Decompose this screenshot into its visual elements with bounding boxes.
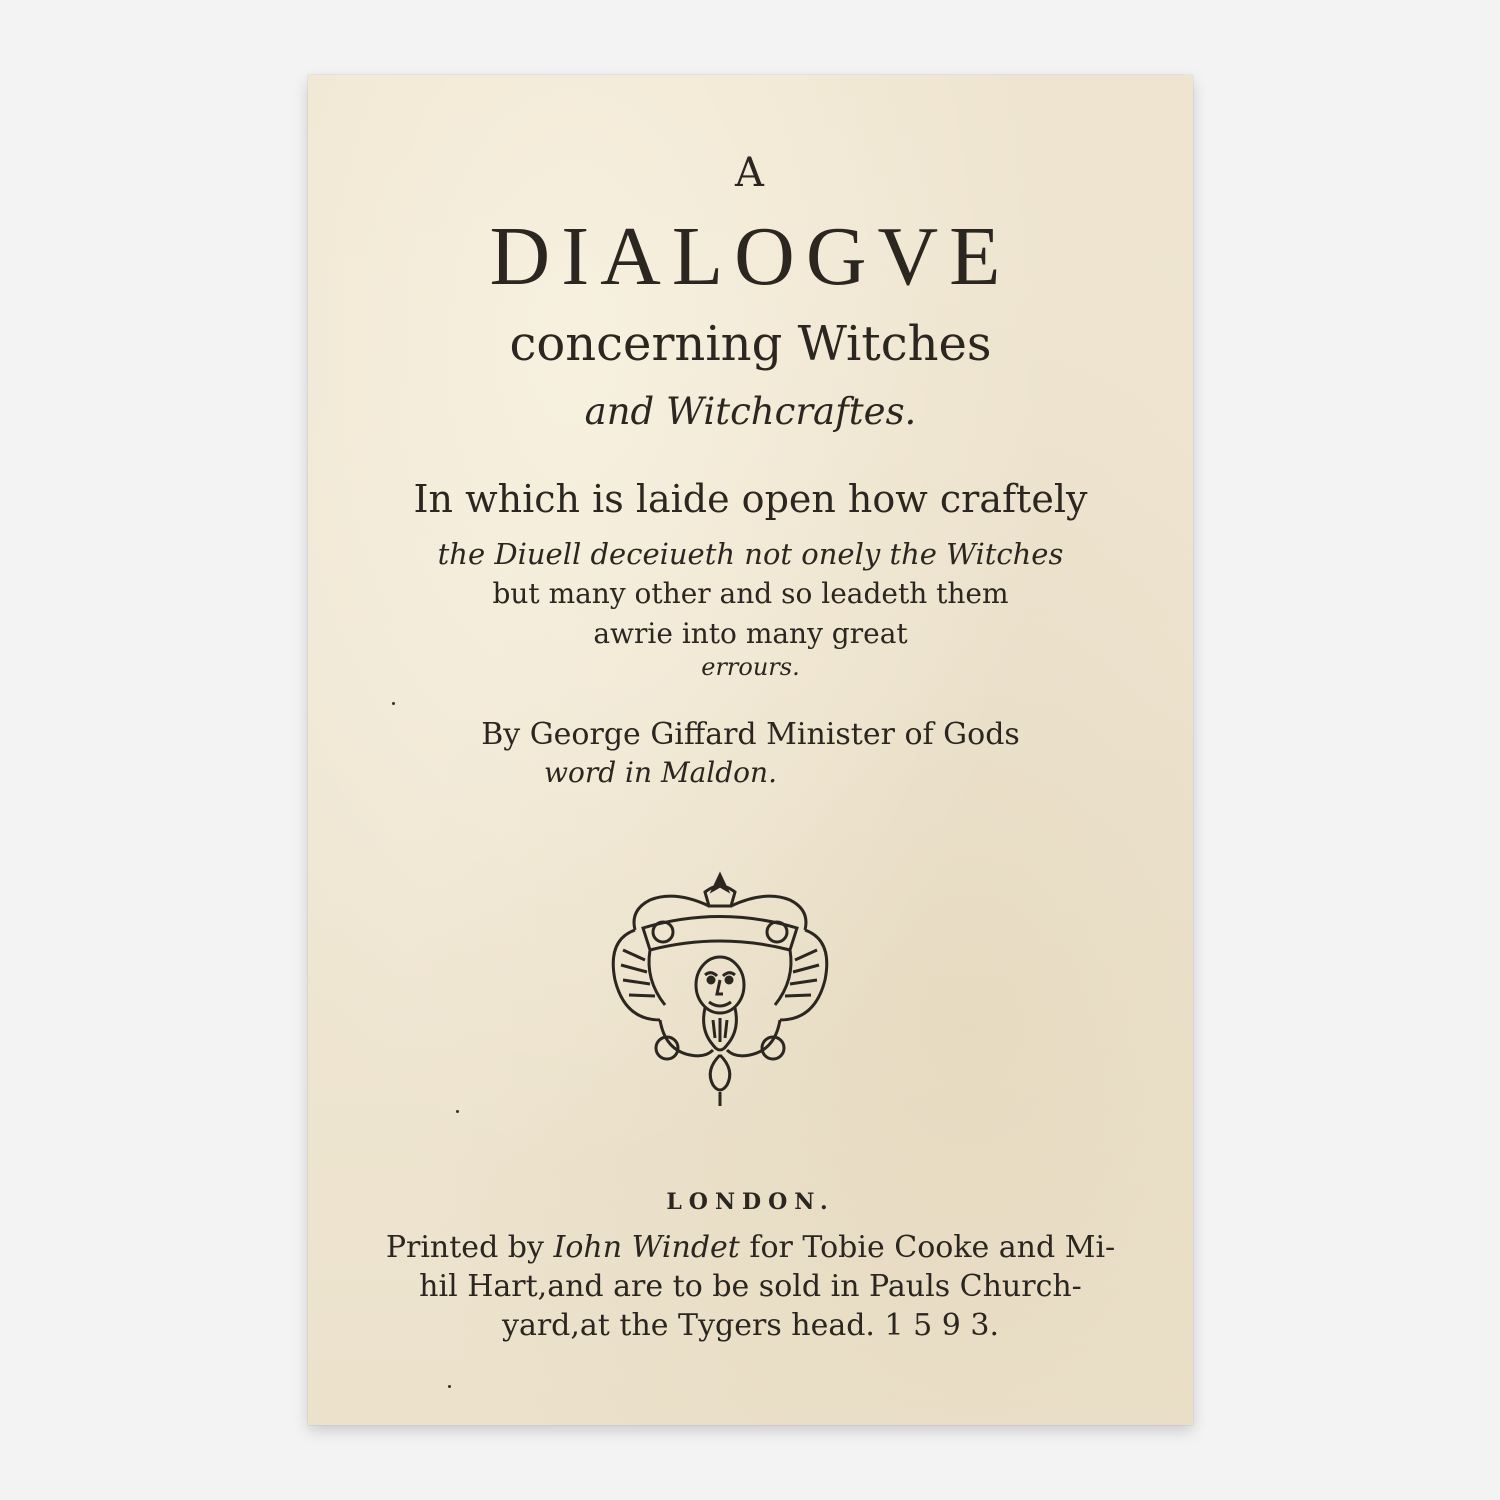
- description-line-1: In which is laide open how craftely: [413, 477, 1088, 521]
- imprint-printer-name: Iohn Windet: [553, 1230, 740, 1265]
- title-page: [308, 75, 1193, 1425]
- imprint-line-2: hil Hart,and are to be sold in Pauls Church-: [419, 1269, 1082, 1304]
- grotesque-mask-ornament-icon: [605, 870, 835, 1110]
- author-line-2: word in Maldon.: [544, 756, 777, 789]
- title-subtitle-2: and Witchcraftes.: [584, 390, 917, 433]
- description-line-5: errours.: [701, 653, 800, 681]
- paper-speck: [392, 702, 395, 705]
- imprint-line-1-prefix: Printed by: [385, 1230, 554, 1265]
- description-line-2: the Diuell deceiueth not onely the Witches: [437, 537, 1064, 571]
- description-line-4: awrie into many great: [593, 617, 908, 650]
- description-line-3: but many other and so leadeth them: [492, 577, 1009, 610]
- title-article: A: [735, 150, 766, 196]
- imprint-line-3: yard,at the Tygers head. 1 5 9 3.: [502, 1308, 999, 1343]
- paper-speck: [448, 1385, 451, 1388]
- title-main: DIALOGVE: [489, 210, 1012, 303]
- paper-speck: [456, 1110, 459, 1113]
- imprint-line-1: [308, 1230, 1193, 1265]
- imprint-line-1-suffix: for Tobie Cooke and Mi-: [739, 1230, 1116, 1265]
- imprint-place: LONDON.: [666, 1189, 835, 1215]
- title-subtitle-1: concerning Witches: [509, 316, 992, 372]
- author-line-1: By George Giffard Minister of Gods: [481, 717, 1020, 752]
